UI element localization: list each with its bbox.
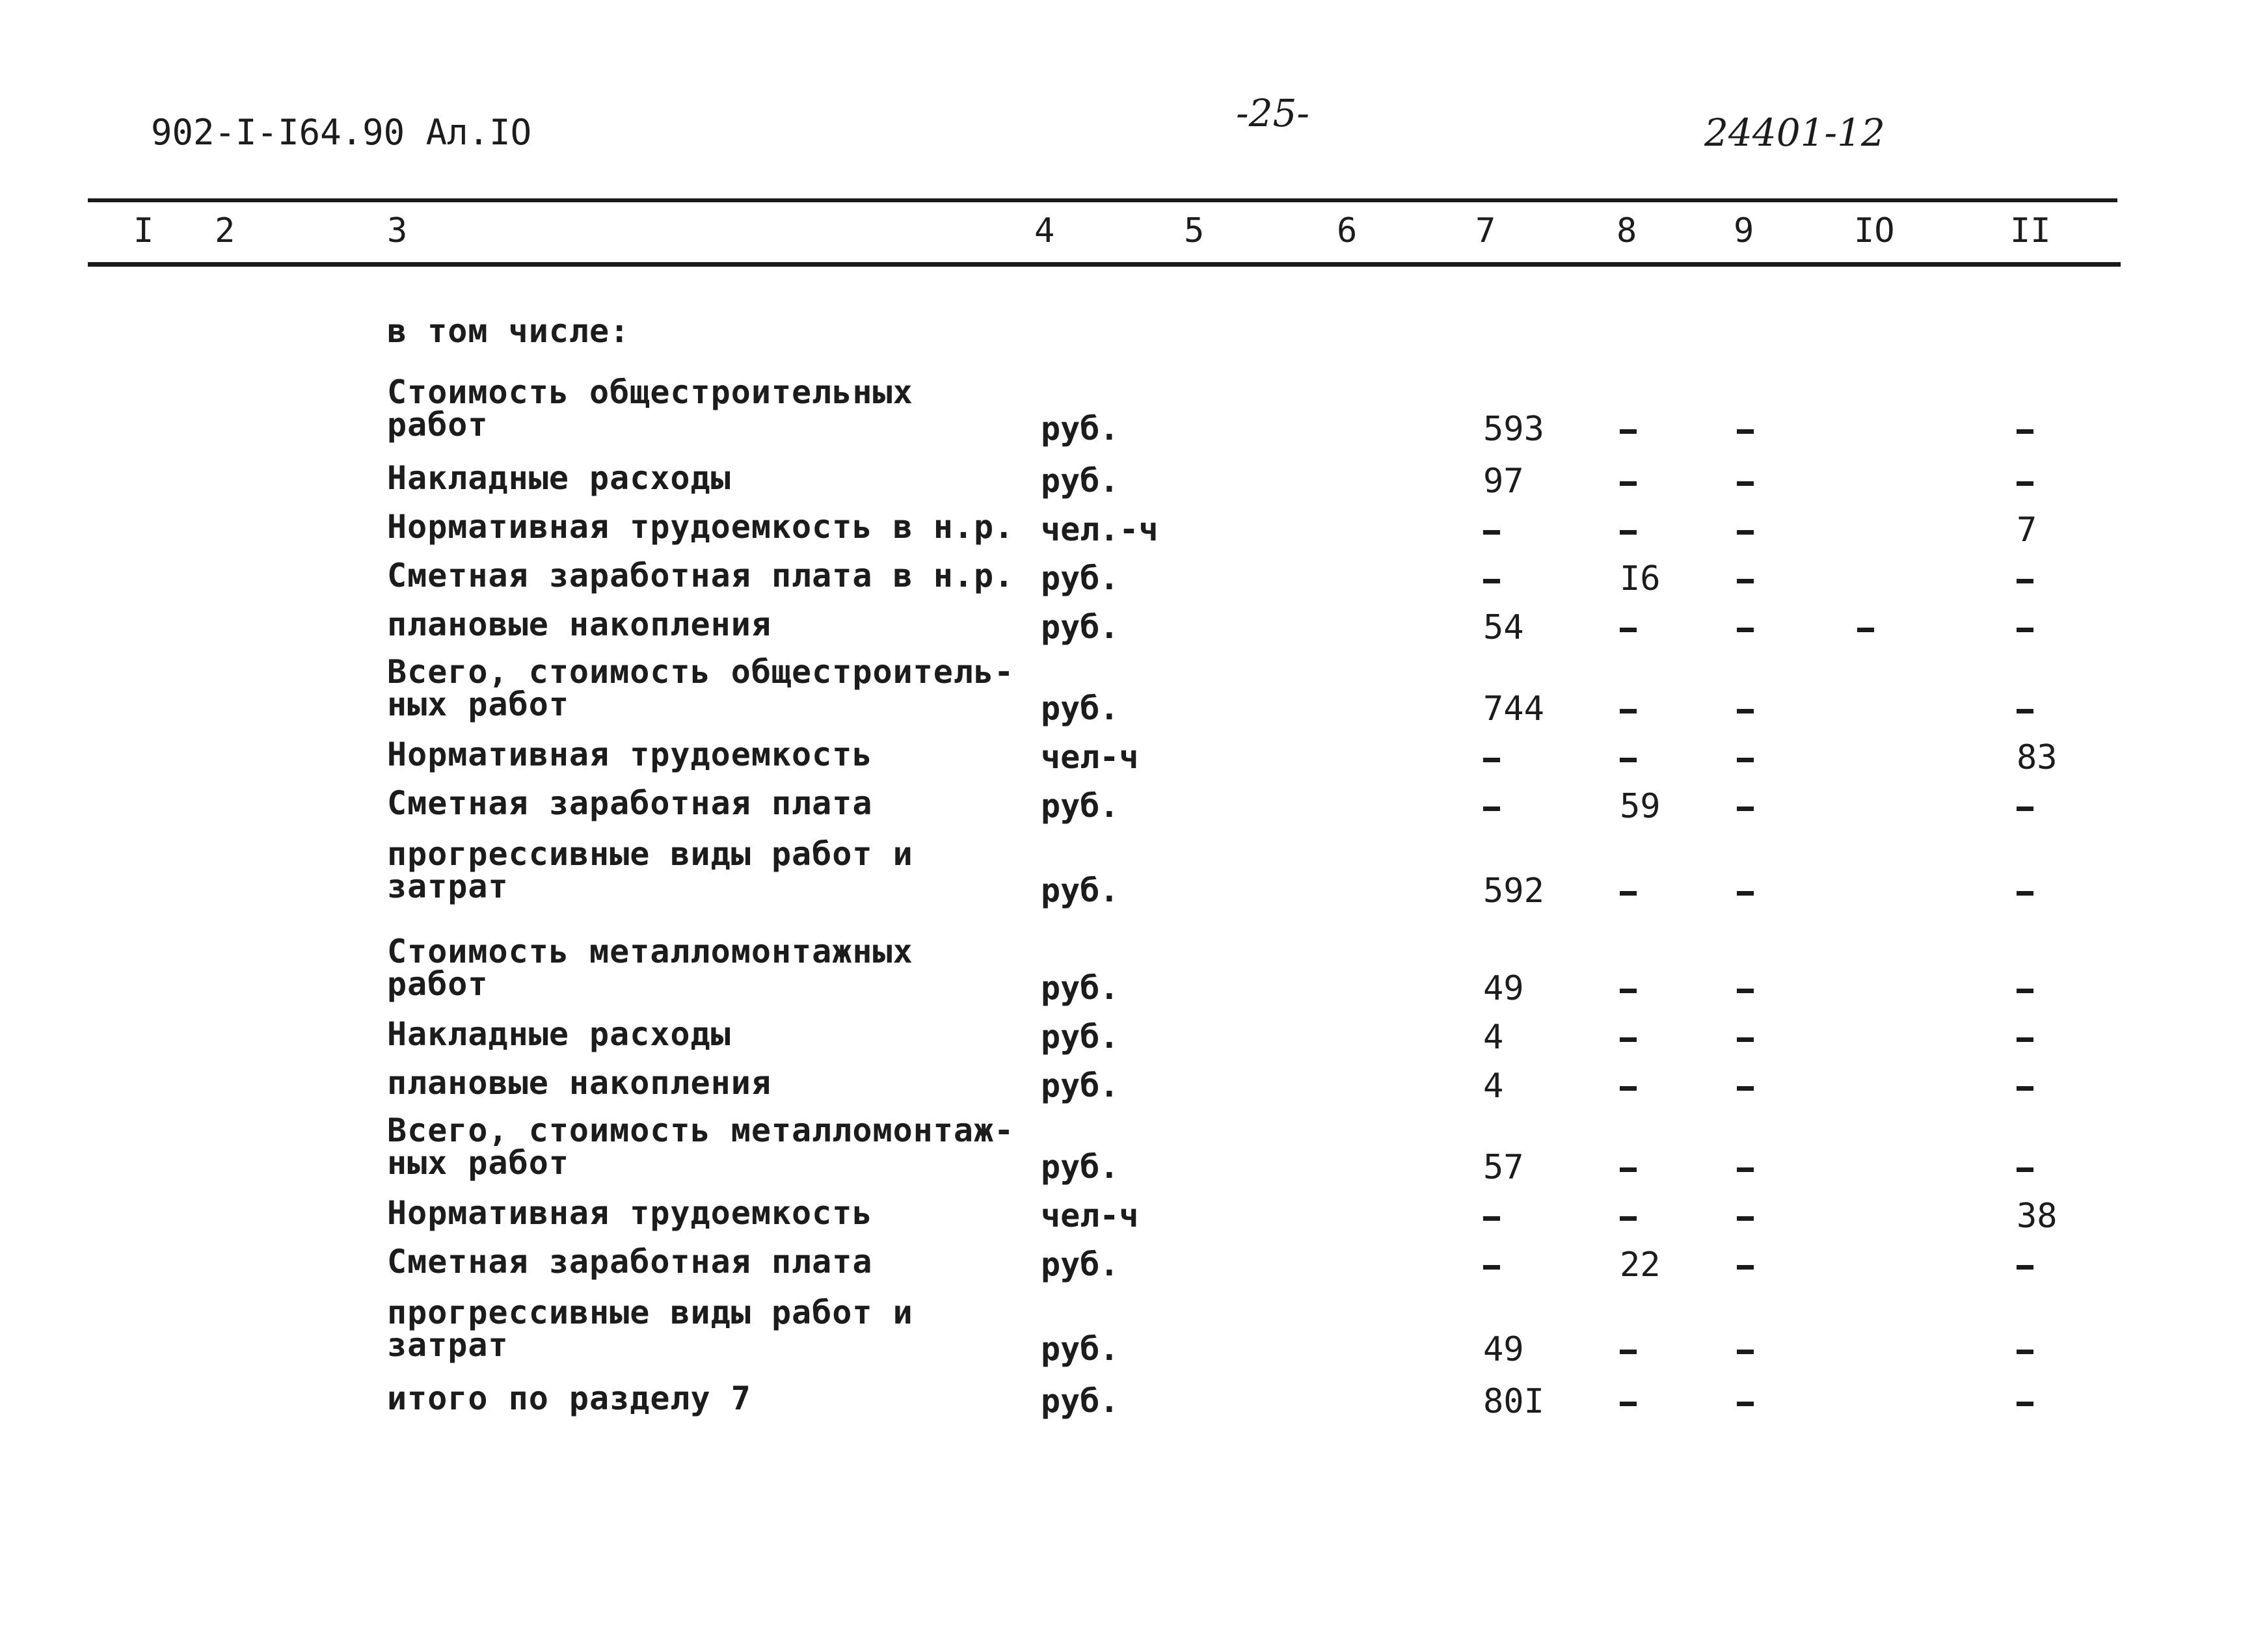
row-item-name-line: Сметная заработная плата <box>387 1243 873 1281</box>
row-item-name <box>387 835 913 905</box>
table-header-rule <box>88 262 2121 267</box>
dash-mark <box>1620 989 1637 993</box>
row-item-name <box>387 1064 771 1102</box>
column-number: 2 <box>215 211 235 250</box>
dash-mark <box>1737 806 1754 811</box>
row-item-name <box>387 1015 731 1053</box>
row-item-name-line: прогрессивные виды работ и <box>387 835 913 873</box>
page-number: -25- <box>1236 91 1309 135</box>
row-unit: руб. <box>1041 608 1120 646</box>
dash-mark <box>1620 628 1637 632</box>
cell-value: 97 <box>1483 462 1524 501</box>
dash-mark <box>1737 891 1754 896</box>
row-unit: руб. <box>1041 1018 1120 1056</box>
cell-value: 38 <box>2017 1197 2058 1236</box>
row-item-name-line: Сметная заработная плата в н.р. <box>387 557 1015 594</box>
cell-value: 83 <box>2017 738 2058 777</box>
column-number: I <box>133 211 154 250</box>
dash-mark <box>1620 429 1637 434</box>
row-item-name-line: затрат <box>387 868 509 905</box>
column-number: II <box>2010 211 2051 250</box>
intro-label: в том числе: <box>387 312 630 350</box>
row-unit: руб. <box>1041 1382 1120 1420</box>
cell-value: 57 <box>1483 1148 1524 1187</box>
row-item-name-line: работ <box>387 965 489 1003</box>
dash-mark <box>1620 1037 1637 1042</box>
row-unit: руб. <box>1041 410 1120 447</box>
row-item-name <box>387 738 872 771</box>
dash-mark <box>1483 806 1500 811</box>
dash-mark <box>1737 1265 1754 1270</box>
row-item-name-line: прогрессивные виды работ и <box>387 1294 913 1331</box>
dash-mark <box>1737 1086 1754 1091</box>
column-number: 7 <box>1475 211 1496 250</box>
row-item-name <box>387 784 873 822</box>
cell-value: 22 <box>1620 1246 1661 1285</box>
row-item-name-line: Всего, стоимость общестроитель- <box>387 653 1015 691</box>
dash-mark <box>1620 709 1637 713</box>
column-number: IO <box>1854 211 1895 250</box>
dash-mark <box>1857 628 1874 632</box>
dash-mark <box>1620 1167 1637 1172</box>
cell-value: 744 <box>1483 689 1544 728</box>
row-unit: руб. <box>1041 787 1120 825</box>
dash-mark <box>1737 1402 1754 1406</box>
cell-value: 80I <box>1483 1382 1544 1421</box>
dash-mark <box>1483 1216 1500 1221</box>
row-unit: чел.-ч <box>1041 511 1159 548</box>
row-item-name-line: Нормативная трудоемкость в н.р. <box>387 508 1015 546</box>
dash-mark <box>2017 429 2033 434</box>
row-item-name-line: итого по разделу 7 <box>387 1379 751 1417</box>
dash-mark <box>2017 1037 2033 1042</box>
dash-mark <box>1737 481 1754 486</box>
column-number: 3 <box>387 211 408 250</box>
row-item-name <box>387 608 771 641</box>
column-number: 6 <box>1337 211 1358 250</box>
row-item-name-line: Накладные расходы <box>387 1015 731 1053</box>
row-item-name-line: ных работ <box>387 1144 569 1182</box>
table-top-rule <box>88 198 2117 202</box>
dash-mark <box>1737 1037 1754 1042</box>
row-unit: руб. <box>1041 1246 1120 1283</box>
dash-mark <box>1620 891 1637 896</box>
dash-mark <box>1737 579 1754 583</box>
row-item-name <box>387 1194 873 1232</box>
dash-mark <box>1483 530 1500 535</box>
dash-mark <box>1737 709 1754 713</box>
dash-mark <box>1737 758 1754 762</box>
column-number: 4 <box>1034 211 1055 250</box>
dash-mark <box>1620 758 1637 762</box>
dash-mark <box>2017 1350 2033 1354</box>
dash-mark <box>2017 806 2033 811</box>
cell-value: 593 <box>1483 410 1544 449</box>
row-unit: руб. <box>1041 689 1120 727</box>
dash-mark <box>1737 1167 1754 1172</box>
dash-mark <box>1737 530 1754 535</box>
row-item-name-line: Стоимость металломонтажных <box>387 933 913 970</box>
column-number: 8 <box>1616 211 1637 250</box>
row-item-name-line: работ <box>387 406 489 444</box>
row-unit: руб. <box>1041 1067 1120 1104</box>
row-item-name <box>387 1379 751 1417</box>
row-item-name-line: плановые накопления <box>387 606 771 643</box>
dash-mark <box>1620 1350 1637 1354</box>
dash-mark <box>1483 758 1500 762</box>
row-item-name-line: Стоимость общестроительных <box>387 373 913 411</box>
dash-mark <box>1737 1350 1754 1354</box>
cell-value: 4 <box>1483 1067 1504 1106</box>
row-item-name <box>387 1294 913 1364</box>
dash-mark <box>1737 1216 1754 1221</box>
dash-mark <box>1620 1086 1637 1091</box>
dash-mark <box>1483 1265 1500 1270</box>
row-item-name-line: Нормативная трудоемкость <box>387 1194 873 1232</box>
row-unit: чел-ч <box>1041 738 1139 776</box>
row-unit: чел-ч <box>1041 1197 1139 1234</box>
dash-mark <box>1620 1402 1637 1406</box>
dash-mark <box>2017 628 2033 632</box>
row-unit: руб. <box>1041 1330 1120 1368</box>
inventory-number: 24401-12 <box>1704 111 1885 155</box>
cell-value: 49 <box>1483 1330 1524 1369</box>
cell-value: 592 <box>1483 872 1544 911</box>
cell-value: I6 <box>1620 559 1661 598</box>
row-item-name-line: ных работ <box>387 686 569 723</box>
cell-value: 59 <box>1620 787 1661 826</box>
cell-value: 4 <box>1483 1018 1504 1057</box>
dash-mark <box>1483 579 1500 583</box>
dash-mark <box>1737 628 1754 632</box>
row-unit: руб. <box>1041 969 1120 1007</box>
dash-mark <box>1620 530 1637 535</box>
row-item-name-line: Накладные расходы <box>387 459 731 497</box>
column-number: 9 <box>1734 211 1754 250</box>
dash-mark <box>2017 891 2033 896</box>
dash-mark <box>2017 481 2033 486</box>
dash-mark <box>2017 1402 2033 1406</box>
row-item-name-line: Нормативная трудоемкость <box>387 736 873 773</box>
row-item-name <box>387 508 1015 546</box>
row-unit: руб. <box>1041 1148 1120 1186</box>
dash-mark <box>1737 989 1754 993</box>
row-unit: руб. <box>1041 462 1120 500</box>
cell-value: 54 <box>1483 608 1524 647</box>
dash-mark <box>2017 1265 2033 1270</box>
row-item-name-line: плановые накопления <box>387 1064 771 1102</box>
dash-mark <box>2017 709 2033 713</box>
dash-mark <box>2017 1086 2033 1091</box>
row-item-name <box>387 1112 1015 1182</box>
dash-mark <box>1620 481 1637 486</box>
cell-value: 7 <box>2017 511 2037 550</box>
dash-mark <box>1737 429 1754 434</box>
column-number: 5 <box>1184 211 1205 250</box>
row-item-name-line: затрат <box>387 1326 509 1364</box>
row-item-name <box>387 459 731 497</box>
row-unit: руб. <box>1041 559 1120 597</box>
dash-mark <box>2017 1167 2033 1172</box>
row-item-name <box>387 933 913 1003</box>
row-item-name <box>387 653 1015 723</box>
row-unit: руб. <box>1041 872 1120 909</box>
row-item-name <box>387 373 913 444</box>
dash-mark <box>2017 989 2033 993</box>
row-item-name-line: Всего, стоимость металломонтаж- <box>387 1112 1015 1149</box>
cell-value: 49 <box>1483 969 1524 1008</box>
row-item-name-line: Сметная заработная плата <box>387 784 873 822</box>
row-item-name <box>387 559 1014 592</box>
dash-mark <box>2017 579 2033 583</box>
document-code: 902-I-I64.90 Ал.IO <box>151 112 532 153</box>
dash-mark <box>1620 1216 1637 1221</box>
row-item-name <box>387 1243 873 1281</box>
